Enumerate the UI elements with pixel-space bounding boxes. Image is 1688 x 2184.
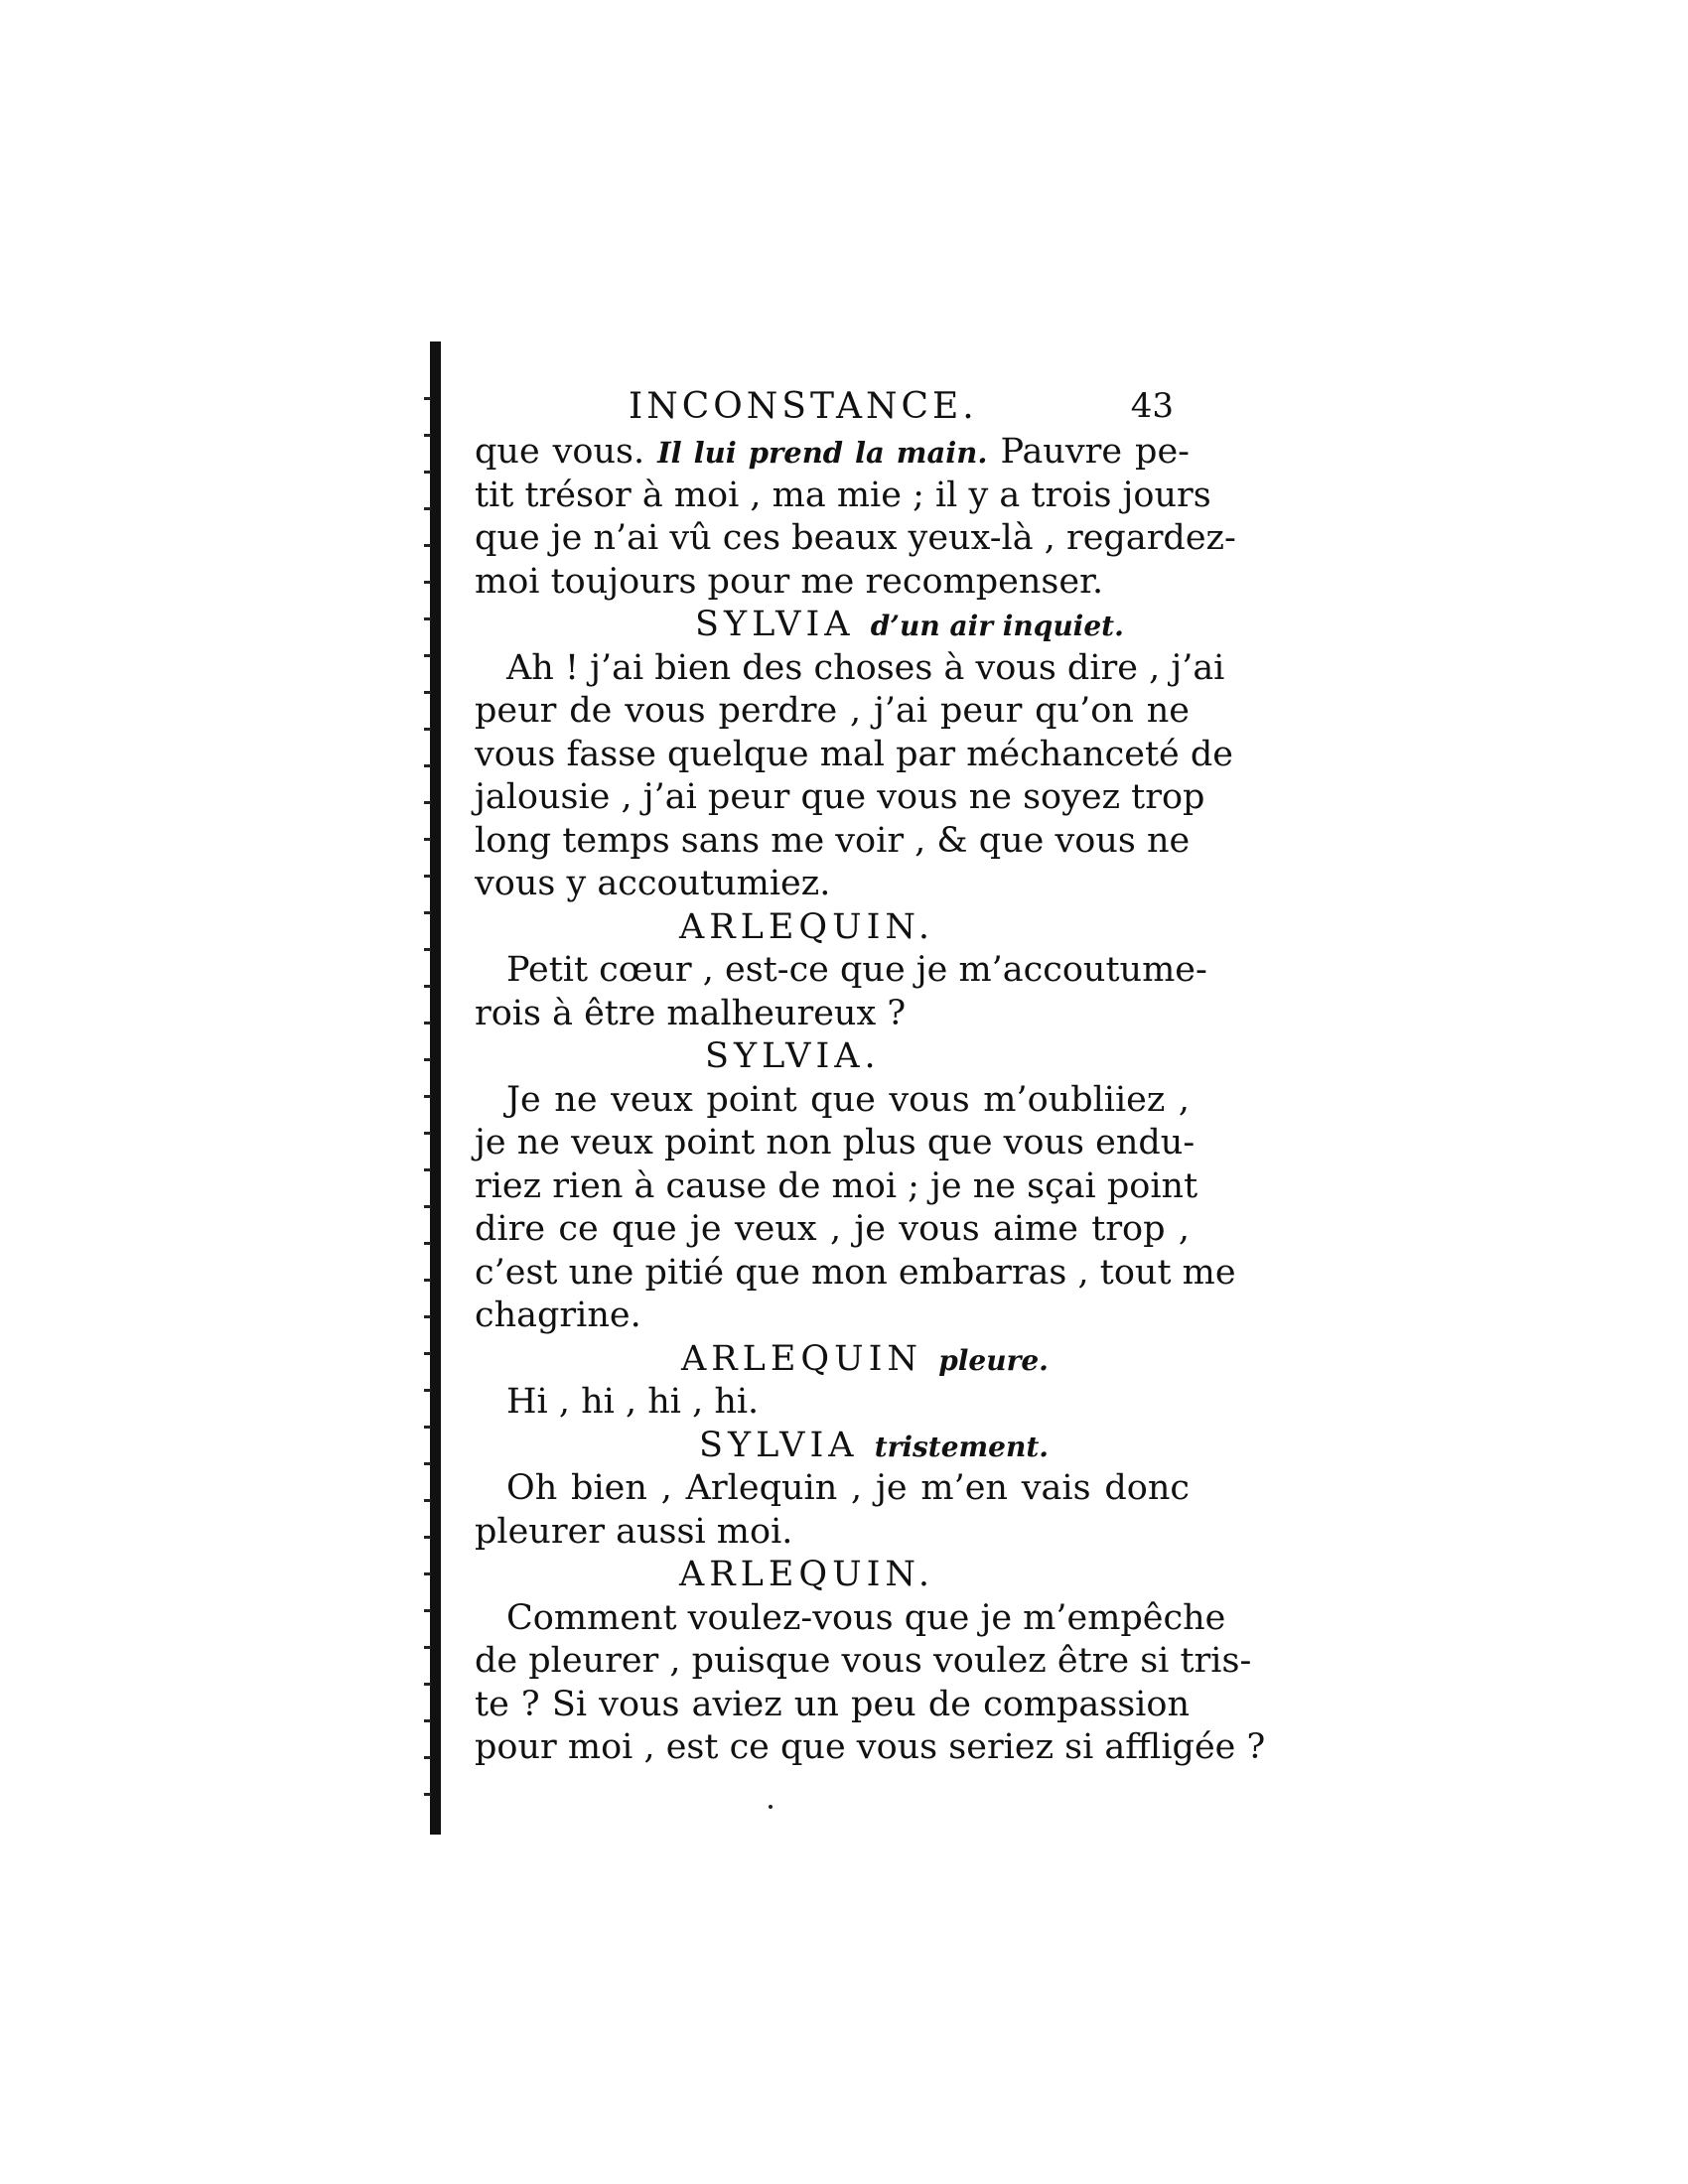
speaker-heading [475,1338,1190,1382]
speaker-name: SYLVIA. [705,1036,881,1076]
binding-tick [424,654,431,657]
text-line: pour moi , est ce que vous seriez si affligée ? [475,1727,1266,1767]
binding-tick [424,1315,431,1318]
binding-tick [424,1793,431,1796]
text-line: moi toujours pour me recompenser. [475,561,1104,602]
binding-tick [424,397,431,400]
text-line: Oh bien , Arlequin , je m’en vais donc [506,1468,1190,1508]
binding-tick [424,764,431,767]
binding-tick [424,1683,431,1686]
binding-tick [424,1389,431,1392]
text-line: c’est une pitié que mon embarras , tout me [475,1252,1236,1293]
binding-tick [424,691,431,694]
speaker-name: SYLVIA [695,605,871,644]
binding-tick [424,948,431,951]
text-line [475,431,1190,475]
binding-tick [424,911,431,914]
speaker-heading [475,1425,1190,1468]
text-line: rois à être malheureux ? [475,993,907,1033]
text-line: Comment voulez-vous que je m’empêche [506,1597,1226,1638]
text-line: Je ne veux point que vous m’oubliiez , [506,1079,1190,1120]
binding-tick [424,1242,431,1245]
text-line: je ne veux point non plus que vous endu- [475,1123,1196,1162]
binding-tick [424,985,431,988]
stage-direction: d’un air inquiet. [870,610,1124,642]
text-line: de pleurer , puisque vous voulez être si tris- [475,1641,1252,1681]
text-line: jalousie , j’ai peur que vous ne soyez trop [475,777,1205,817]
binding-tick [424,1756,431,1759]
text-line: dire ce que je veux , je vous aime trop , [475,1209,1190,1249]
binding-tick [424,1168,431,1171]
speaker-name: ARLEQUIN [681,1338,939,1379]
binding-tick [424,1646,431,1649]
binding-tick [424,728,431,731]
text-line: vous fasse quelque mal par méchanceté de [475,734,1233,774]
binding-tick [424,507,431,510]
stage-direction: pleure. [938,1343,1049,1377]
binding-tick [424,1132,431,1135]
binding-tick [424,1058,431,1061]
page-text [475,385,1266,1770]
speaker-heading [475,1035,1190,1079]
binding-tick [424,1022,431,1024]
binding-tick [424,1095,431,1098]
binding-tick [424,801,431,804]
stage-direction: Il lui prend la main. [657,436,988,470]
text-line: Hi , hi , hi , hi. [506,1382,760,1422]
binding-tick [424,471,431,474]
speaker-name: ARLEQUIN. [679,906,934,947]
binding-tick [424,875,431,878]
stage-direction: tristement. [874,1430,1050,1463]
text-line: peur de vous perdre , j’ai peur qu’on ne [475,691,1190,731]
running-header [475,385,1190,431]
text-span: Pauvre pe- [987,432,1190,472]
binding-tick [424,544,431,547]
binding-tick [424,1536,431,1539]
binding-edge [430,341,441,1835]
ink-speck [769,1805,773,1809]
binding-tick [424,581,431,584]
binding-tick [424,1205,431,1208]
text-span: que vous. [475,432,658,472]
running-title: INCONSTANCE. [629,386,978,427]
text-line: Ah ! j’ai bien des choses à vous dire , j’ai [506,647,1225,688]
speaker-heading [475,1554,1190,1597]
binding-tick [424,1499,431,1502]
speaker-name: SYLVIA [699,1425,875,1465]
text-line: Petit cœur , est-ce que je m’accoutume- [506,950,1207,990]
binding-tick [424,1719,431,1722]
speaker-name: ARLEQUIN. [679,1555,934,1594]
binding-tick [424,1279,431,1282]
binding-tick [424,617,431,620]
speaker-heading [475,604,1190,647]
text-line: long temps sans me voir , & que vous ne [475,820,1191,861]
binding-tick [424,1352,431,1355]
binding-tick [424,1426,431,1429]
text-line: que je n’ai vû ces beaux yeux-là , regardez- [475,518,1236,558]
text-line: chagrine. [475,1296,641,1335]
text-line: vous y accoutumiez. [475,864,831,903]
speaker-heading [475,906,1190,950]
text-line: riez rien à cause de moi ; je ne sçai point [475,1165,1198,1206]
text-line: pleurer aussi moi. [475,1511,793,1552]
text-line: te ? Si vous aviez un peu de compassion [475,1684,1190,1724]
page-number: 43 [1130,386,1174,426]
binding-tick [424,1572,431,1575]
text-line: tit trésor à moi , ma mie ; il y a trois jours [475,475,1211,515]
binding-tick [424,1462,431,1465]
binding-tick [424,434,431,437]
binding-tick [424,1609,431,1612]
binding-tick [424,838,431,841]
